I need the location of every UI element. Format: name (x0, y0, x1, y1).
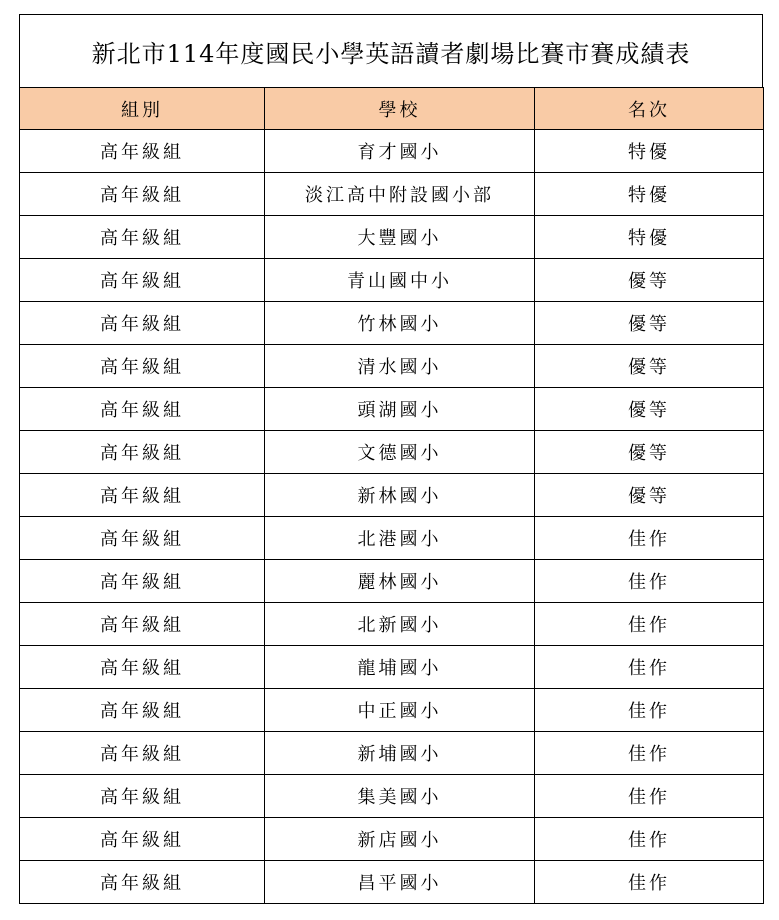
table-row (20, 560, 764, 603)
header-group: 組別 (20, 88, 265, 130)
cell-group: 高年級組 (20, 861, 265, 904)
cell-group: 高年級組 (20, 689, 265, 732)
cell-school: 淡江高中附設國小部 (265, 173, 535, 216)
cell-rank: 佳作 (535, 861, 764, 904)
table-row (20, 130, 764, 173)
cell-school: 頭湖國小 (265, 388, 535, 431)
cell-group: 高年級組 (20, 388, 265, 431)
cell-school: 青山國中小 (265, 259, 535, 302)
cell-school: 集美國小 (265, 775, 535, 818)
cell-group: 高年級組 (20, 216, 265, 259)
cell-rank: 佳作 (535, 646, 764, 689)
cell-group: 高年級組 (20, 818, 265, 861)
cell-group: 高年級組 (20, 259, 265, 302)
cell-school: 昌平國小 (265, 861, 535, 904)
cell-rank: 特優 (535, 216, 764, 259)
document-title: 新北市114年度國民小學英語讀者劇場比賽市賽成績表 (19, 14, 763, 87)
cell-rank: 佳作 (535, 732, 764, 775)
table-row (20, 259, 764, 302)
cell-school: 新埔國小 (265, 732, 535, 775)
cell-rank: 佳作 (535, 818, 764, 861)
table-row (20, 818, 764, 861)
table-row (20, 861, 764, 904)
cell-school: 文德國小 (265, 431, 535, 474)
cell-rank: 佳作 (535, 689, 764, 732)
table-row (20, 173, 764, 216)
cell-rank: 特優 (535, 130, 764, 173)
header-row (20, 88, 764, 130)
table-row (20, 302, 764, 345)
cell-school: 竹林國小 (265, 302, 535, 345)
cell-rank: 優等 (535, 431, 764, 474)
cell-school: 大豐國小 (265, 216, 535, 259)
cell-school: 麗林國小 (265, 560, 535, 603)
table-body (20, 130, 764, 904)
cell-rank: 佳作 (535, 603, 764, 646)
cell-group: 高年級組 (20, 173, 265, 216)
table-row (20, 689, 764, 732)
cell-school: 新林國小 (265, 474, 535, 517)
table-row (20, 732, 764, 775)
cell-school: 中正國小 (265, 689, 535, 732)
cell-group: 高年級組 (20, 560, 265, 603)
cell-rank: 優等 (535, 474, 764, 517)
cell-rank: 佳作 (535, 775, 764, 818)
cell-rank: 特優 (535, 173, 764, 216)
table-row (20, 474, 764, 517)
cell-group: 高年級組 (20, 775, 265, 818)
table-row (20, 216, 764, 259)
cell-school: 育才國小 (265, 130, 535, 173)
cell-school: 北新國小 (265, 603, 535, 646)
cell-group: 高年級組 (20, 517, 265, 560)
table-row (20, 388, 764, 431)
cell-rank: 優等 (535, 388, 764, 431)
table-row (20, 603, 764, 646)
cell-group: 高年級組 (20, 474, 265, 517)
header-rank: 名次 (535, 88, 764, 130)
cell-group: 高年級組 (20, 345, 265, 388)
cell-rank: 優等 (535, 302, 764, 345)
results-sheet (19, 14, 763, 904)
table-row (20, 646, 764, 689)
cell-rank: 佳作 (535, 517, 764, 560)
cell-rank: 優等 (535, 259, 764, 302)
cell-school: 新店國小 (265, 818, 535, 861)
cell-rank: 優等 (535, 345, 764, 388)
cell-group: 高年級組 (20, 732, 265, 775)
cell-group: 高年級組 (20, 646, 265, 689)
cell-rank: 佳作 (535, 560, 764, 603)
cell-group: 高年級組 (20, 130, 265, 173)
cell-school: 龍埔國小 (265, 646, 535, 689)
cell-school: 北港國小 (265, 517, 535, 560)
cell-group: 高年級組 (20, 431, 265, 474)
table-row (20, 517, 764, 560)
table-row (20, 345, 764, 388)
results-table (19, 87, 764, 904)
header-school: 學校 (265, 88, 535, 130)
table-row (20, 431, 764, 474)
cell-group: 高年級組 (20, 603, 265, 646)
cell-school: 清水國小 (265, 345, 535, 388)
table-row (20, 775, 764, 818)
cell-group: 高年級組 (20, 302, 265, 345)
